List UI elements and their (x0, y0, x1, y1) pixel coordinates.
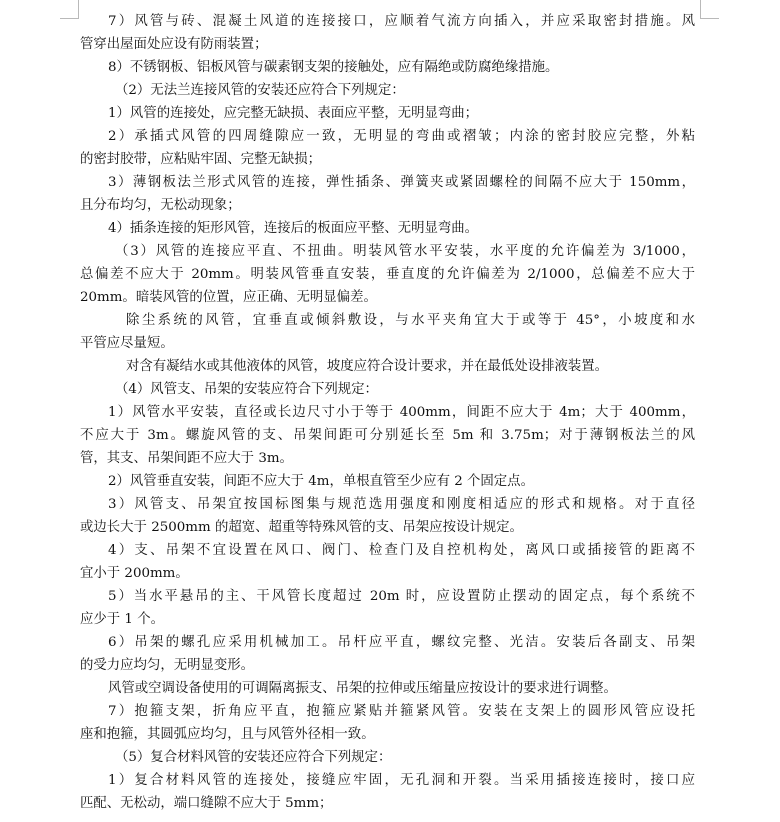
paragraph-line: 平管应尽量短。 (80, 336, 174, 351)
paragraph-line: 不应大于 3m。螺旋风管的支、吊架间距可分别延长至 5m 和 3.75m；对于薄钢板法兰的风 (80, 428, 695, 443)
paragraph-line: 应少于 1 个。 (80, 612, 164, 627)
paragraph-line: 1）复合材料风管的连接处，接缝应牢固，无孔洞和开裂。当采用插接连接时，接口应 (108, 773, 695, 788)
paragraph-line: 2）风管垂直安装，间距不应大于 4m，单根直管至少应有 2 个固定点。 (108, 474, 534, 489)
paragraph-line: 或边长大于 2500mm 的超宽、超重等特殊风管的支、吊架应按设计规定。 (80, 520, 523, 535)
paragraph-line: 的受力应均匀，无明显变形。 (80, 658, 255, 673)
paragraph-line: 匹配、无松动，端口缝隙不应大于 5mm； (80, 796, 333, 811)
paragraph-line: 6）吊架的螺孔应采用机械加工。吊杆应平直，螺纹完整、光洁。安装后各副支、吊架 (108, 635, 695, 650)
paragraph-line: 管，其支、吊架间距不应大于 3m。 (80, 451, 293, 466)
paragraph-line: 座和抱箍，其圆弧应均匀，且与风管外径相一致。 (80, 727, 375, 742)
paragraph-line: 宜小于 200mm。 (80, 566, 189, 581)
paragraph-line: 4）支、吊架不宜设置在风口、阀门、检查门及自控机构处，离风口或插接管的距离不 (108, 543, 695, 558)
paragraph-line: 7）风管与砖、混凝土风道的连接接口，应顺着气流方向插入，并应采取密封措施。风 (108, 14, 695, 29)
paragraph-line: 3）风管支、吊架宜按国标图集与规范选用强度和刚度相适应的形式和规格。对于直径 (108, 497, 695, 512)
section-heading: （3）风管的连接应平直、不扭曲。明装风管水平安装，水平度的允许偏差为 3/1000， (115, 244, 695, 259)
paragraph-line: 管穿出屋面处应设有防雨装置； (80, 37, 268, 52)
page-corner-mark-left (60, 0, 79, 19)
paragraph-line: 4）插条连接的矩形风管，连接后的板面应平整、无明显弯曲。 (108, 221, 479, 236)
section-heading: （2）无法兰连接风管的安装还应符合下列规定： (115, 83, 405, 98)
paragraph-line: 的密封胶带，应粘贴牢固、完整无缺损； (80, 152, 322, 167)
paragraph-line: 总偏差不应大于 20mm。明装风管垂直安装，垂直度的允许偏差为 2/1000，总偏差不应大于 (80, 267, 695, 282)
paragraph-line: 1）风管的连接处，应完整无缺损、表面应平整，无明显弯曲； (108, 106, 479, 121)
paragraph-line: 20mm。暗装风管的位置，应正确、无明显偏差。 (80, 290, 377, 305)
page-corner-mark-right (700, 0, 719, 19)
paragraph-line: 3）薄钢板法兰形式风管的连接，弹性插条、弹簧夹或紧固螺栓的间隔不应大于 150mm， (108, 175, 695, 190)
paragraph-line: 且分布均匀，无松动现象； (80, 198, 241, 213)
paragraph-line: 8）不锈钢板、铝板风管与碳素钢支架的接触处，应有隔绝或防腐绝缘措施。 (108, 60, 559, 75)
paragraph-line: 除尘系统的风管，宜垂直或倾斜敷设，与水平夹角宜大于或等于 45°，小坡度和水 (126, 313, 695, 328)
paragraph-line: 1）风管水平安装，直径或长边尺寸小于等于 400mm，间距不应大于 4m；大于 400mm， (108, 405, 695, 420)
paragraph-line: 2）承插式风管的四周缝隙应一致，无明显的弯曲或褶皱；内涂的密封胶应完整，外粘 (108, 129, 695, 144)
paragraph-line: 7）抱箍支架，折角应平直，抱箍应紧贴并箍紧风管。安装在支架上的圆形风管应设托 (108, 704, 695, 719)
paragraph-line: 对含有凝结水或其他液体的风管，坡度应符合设计要求，并在最低处设排液装置。 (126, 359, 609, 374)
paragraph-line: 风管或空调设备使用的可调隔离振支、吊架的拉伸或压缩量应按设计的要求进行调整。 (108, 681, 617, 696)
section-heading: （4）风管支、吊架的安装应符合下列规定： (115, 382, 378, 397)
document-body (80, 10, 695, 815)
paragraph-line: 5）当水平悬吊的主、干风管长度超过 20m 时，应设置防止摆动的固定点，每个系统不 (108, 589, 695, 604)
section-heading: （5）复合材料风管的安装还应符合下列规定： (115, 750, 392, 765)
